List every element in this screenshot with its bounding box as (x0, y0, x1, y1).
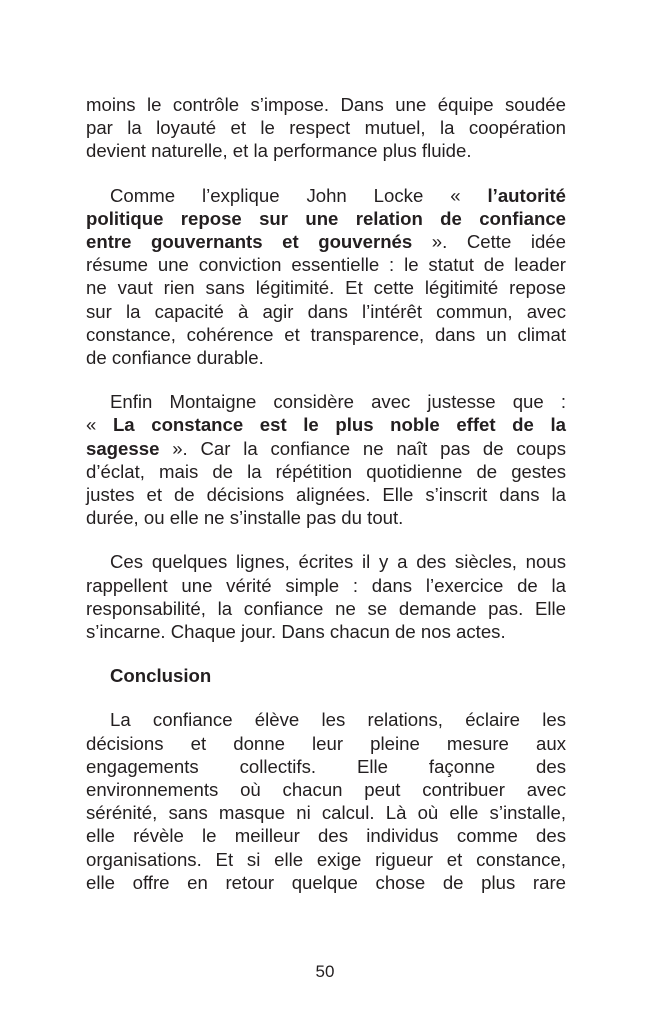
text-line: « La constance est le plus noble effet de la (86, 414, 566, 436)
text-line: Comme l’explique John Locke « l’autorité (110, 184, 566, 206)
text-line: devient naturelle, et la performance plus fluide. (86, 140, 472, 162)
text-line: décisions et donne leur pleine mesure aux (86, 732, 566, 754)
text-line: sagesse ». Car la confiance ne naît pas de coups (86, 437, 566, 459)
text-line: durée, ou elle ne s’installe pas du tout. (86, 507, 404, 529)
text-line: ne vaut rien sans légitimité. Et cette légitimité repose (86, 277, 566, 299)
text-line: La confiance élève les relations, éclaire les (110, 709, 566, 731)
text-line: d’éclat, mais de la répétition quotidienne de gestes (86, 460, 566, 482)
quote-bold: entre gouvernants et gouvernés (86, 231, 413, 253)
text-line: de confiance durable. (86, 347, 264, 369)
text-line: justes et de décisions alignées. Elle s’inscrit dans la (86, 484, 566, 506)
page-body (86, 93, 566, 894)
text-line: responsabilité, la confiance ne se demande pas. Elle (86, 597, 566, 619)
paragraph-montaigne (86, 390, 566, 529)
section-heading-conclusion: Conclusion (110, 665, 212, 687)
text-line: environnements où chacun peut contribuer avec (86, 779, 566, 801)
quote-bold: sagesse (86, 437, 160, 459)
paragraph-lines (86, 550, 566, 643)
text-line: elle révèle le meilleur des individus comme des (86, 825, 566, 847)
page-number: 50 (315, 962, 335, 981)
text-line: sur la capacité à agir dans l’intérêt commun, avec (86, 300, 566, 322)
text-line (86, 207, 566, 230)
quote-bold: La constance est le plus noble effet de la (112, 414, 566, 436)
paragraph-conclusion (86, 708, 566, 894)
text-line: entre gouvernants et gouvernés ». Cette idée (86, 231, 566, 253)
text-line: s’incarne. Chaque jour. Dans chacun de nos actes. (86, 621, 506, 643)
text-line: engagements collectifs. Elle façonne des (86, 755, 566, 777)
quote-bold: politique repose sur une relation de confiance (86, 207, 566, 229)
text-line: sérénité, sans masque ni calcul. Là où elle s’installe, (86, 802, 566, 824)
text-line: résume une conviction essentielle : le statut de leader (86, 254, 566, 276)
paragraph-locke (86, 184, 566, 370)
paragraph-continuation (86, 93, 566, 163)
text-line: rappellent une vérité simple : dans l’exercice de la (86, 574, 566, 596)
text-line: par la loyauté et le respect mutuel, la coopération (86, 117, 566, 139)
text-line: Enfin Montaigne considère avec justesse que : (110, 391, 566, 413)
text-line: organisations. Et si elle exige rigueur et constance, (86, 848, 566, 870)
text-line: constance, cohérence et transparence, dans un climat (86, 323, 566, 345)
text-line: Ces quelques lignes, écrites il y a des siècles, nous (110, 551, 566, 573)
quote-bold: l’autorité (487, 184, 566, 206)
text-line: moins le contrôle s’impose. Dans une équipe soudée (86, 94, 566, 115)
text-line: elle offre en retour quelque chose de plus rare (86, 871, 566, 893)
